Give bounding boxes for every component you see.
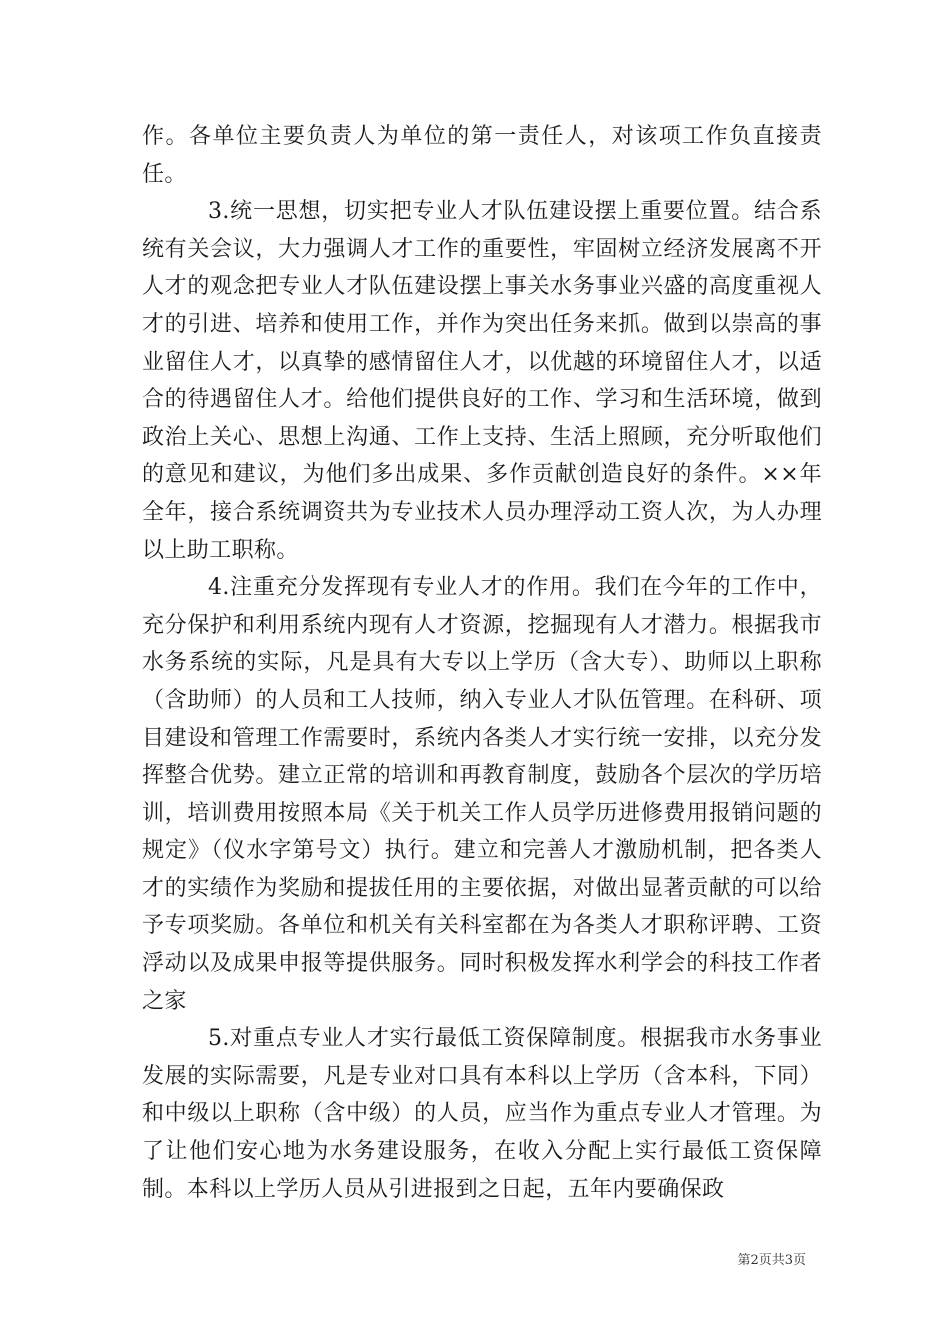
page-number: 第2页共3页: [737, 1253, 806, 1268]
paragraph-item-3: 3.统一思想，切实把专业人才队伍建设摆上重要位置。结合系统有关会议，大力强调人才工作的重要性，牢固树立经济发展离不开人才的观念把专业人才队伍建设摆上事关水务事业兴盛的高度重视人才的引进、培养和使用工作，并作为突出任务来抓。做到以崇高的事业留住人才，以真挚的感情留住人才，以优越的环境留住人才，以适合的待遇留住人才。给他们提供良好的工作、学习和生活环境，做到政治上关心、思想上沟通、工作上支持、生活上照顾，充分听取他们的意见和建议，为他们多出成果、多作贡献创造良好的条件。××年全年，接合系统调资共为专业技术人员办理浮动工资人次，为人办理以上助工职称。: [142, 199, 822, 563]
paragraph-item-4: 4.注重充分发挥现有专业人才的作用。我们在今年的工作中，充分保护和利用系统内现有人才资源，挖掘现有人才潜力。根据我市水务系统的实际，凡是具有大专以上学历（含大专）、助师以上职称（含助师）的人员和工人技师，纳入专业人才队伍管理。在科研、项目建设和管理工作需要时，系统内各类人才实行统一安排，以充分发挥整合优势。建立正常的培训和再教育制度，鼓励各个层次的学历培训，培训费用按照本局《关于机关工作人员学历进修费用报销问题的规定》（仪水字第号文）执行。建立和完善人才激励机制，把各类人才的实绩作为奖励和提拔任用的主要依据，对做出显著贡献的可以给予专项奖励。各单位和机关有关科室都在为各类人才职称评聘、工资浮动以及成果申报等提供服务。同时积极发挥水利学会的科技工作者之家: [142, 575, 822, 1014]
paragraph-continuation: 作。各单位主要负责人为单位的第一责任人，对该项工作负直接责任。: [142, 124, 822, 187]
body-text: [142, 118, 822, 1208]
paragraph-item-5: 5.对重点专业人才实行最低工资保障制度。根据我市水务事业发展的实际需要，凡是专业对口具有本科以上学历（含本科，下同）和中级以上职称（含中级）的人员，应当作为重点专业人才管理。为了让他们安心地为水务建设服务，在收入分配上实行最低工资保障制。本科以上学历人员从引进报到之日起，五年内要确保政: [142, 1026, 822, 1202]
